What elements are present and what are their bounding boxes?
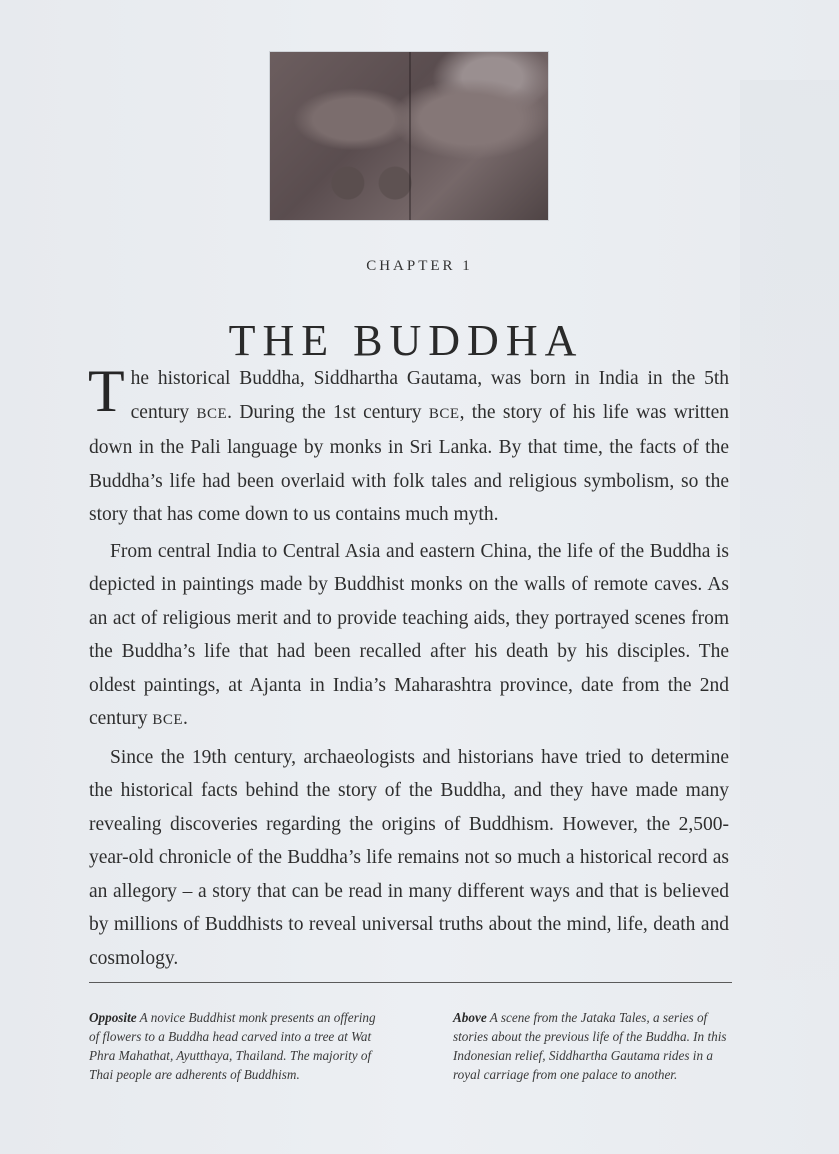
paragraph-3: Since the 19th century, archaeologists and historians have tried to determine the historical facts behind the story of the Buddha, and they have made many revealing discoveries regarding the origins of Buddhism. However, the 2,500-year-old chronicle of the Buddha’s life remains not so much a historical record as an allegory – a story that can be read in many different ways and that is believed by millions of Buddhists to reveal universal truths about the mind, life, death and cosmology. (89, 746, 729, 969)
caption-divider (89, 982, 732, 983)
body-text (88, 358, 729, 975)
drop-cap: T (88, 358, 125, 424)
caption-lead: Above (453, 1010, 487, 1025)
caption-opposite: Opposite A novice Buddhist monk presents an offering of flowers to a Buddha head carved into a tree at Wat Phra Mahathat, Ayutthaya, Thailand. The majority of Thai people are adherents of Buddhism. (89, 1010, 376, 1082)
caption-lead: Opposite (89, 1010, 137, 1025)
stone-seam (409, 52, 411, 220)
paragraph-1: The historical Buddha, Siddhartha Gautama, was born in India in the 5th century BCE. During the 1st century BCE, the story of his life was written down in the Pali language by monks in Sri Lanka. By that time, the facts of the Buddha’s life had been overlaid with folk tales and religious symbolism, so the story that has come down to us contains much myth. (88, 358, 729, 525)
chapter-title: THE BUDDHA (228, 316, 584, 366)
facing-page-bleed (740, 80, 839, 980)
chapter-label: CHAPTER 1 (366, 258, 473, 274)
caption-above: Above A scene from the Jataka Tales, a series of stories about the previous life of the Buddha. In this Indonesian relief, Siddhartha Gautama rides in a royal carriage from one palace to another. (453, 1010, 727, 1082)
relief-carving-photo (269, 51, 549, 221)
paragraph-2: From central India to Central Asia and eastern China, the life of the Buddha is depicted in paintings made by Buddhist monks on the walls of remote caves. As an act of religious merit and to provide teaching aids, they portrayed scenes from the Buddha’s life that had been recalled after his death by his disciples. The oldest paintings, at Ajanta in India’s Maharashtra province, date from the 2nd century BCE. (89, 540, 729, 729)
